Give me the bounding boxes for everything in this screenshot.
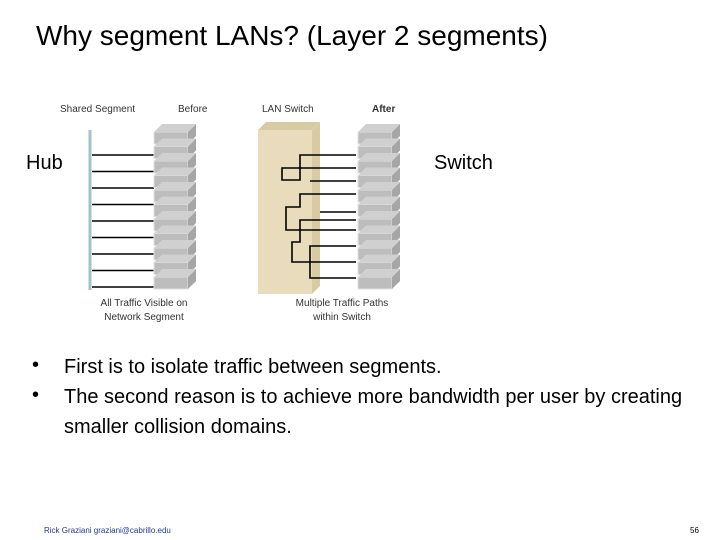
shared-segment-caption: Shared Segment: [60, 104, 136, 115]
bullet-item: [32, 352, 702, 382]
right-caption-line: within Switch: [313, 312, 371, 323]
hub-label: Hub: [26, 152, 63, 174]
right-caption-line: Multiple Traffic Paths: [295, 298, 389, 309]
right-diagram-caption: [282, 297, 402, 325]
switch-label: Switch: [434, 152, 493, 174]
footer-author: Rick Graziani graziani@cabrillo.edu: [44, 526, 171, 535]
hub-host-stack: [154, 124, 196, 289]
switch-host-stack: [358, 124, 400, 289]
left-caption-line: Network Segment: [104, 312, 184, 323]
bullet-dot: •: [32, 384, 40, 406]
host-computer: [154, 277, 188, 289]
lan-switch-caption: LAN Switch: [262, 104, 314, 115]
bullet-text: The second reason is to achieve more bandwidth per user by creating smaller collision domains.: [64, 386, 683, 438]
bullet-text: First is to isolate traffic between segments.: [64, 356, 442, 378]
bullet-list: [32, 352, 702, 442]
bullet-item: [32, 382, 702, 442]
lan-switch-box: [258, 122, 320, 130]
bullet-dot: •: [32, 354, 40, 376]
left-caption-line: All Traffic Visible on: [100, 298, 188, 309]
left-diagram-caption: [86, 297, 202, 325]
hub-shared-segment-group: [90, 124, 196, 290]
switch-group: [258, 122, 400, 294]
after-caption: After: [372, 104, 396, 115]
before-caption: Before: [178, 104, 208, 115]
host-computer: [358, 277, 392, 289]
slide-title: Why segment LANs? (Layer 2 segments): [36, 20, 548, 51]
hub-wires: [92, 155, 154, 287]
page-number: 56: [690, 526, 699, 535]
